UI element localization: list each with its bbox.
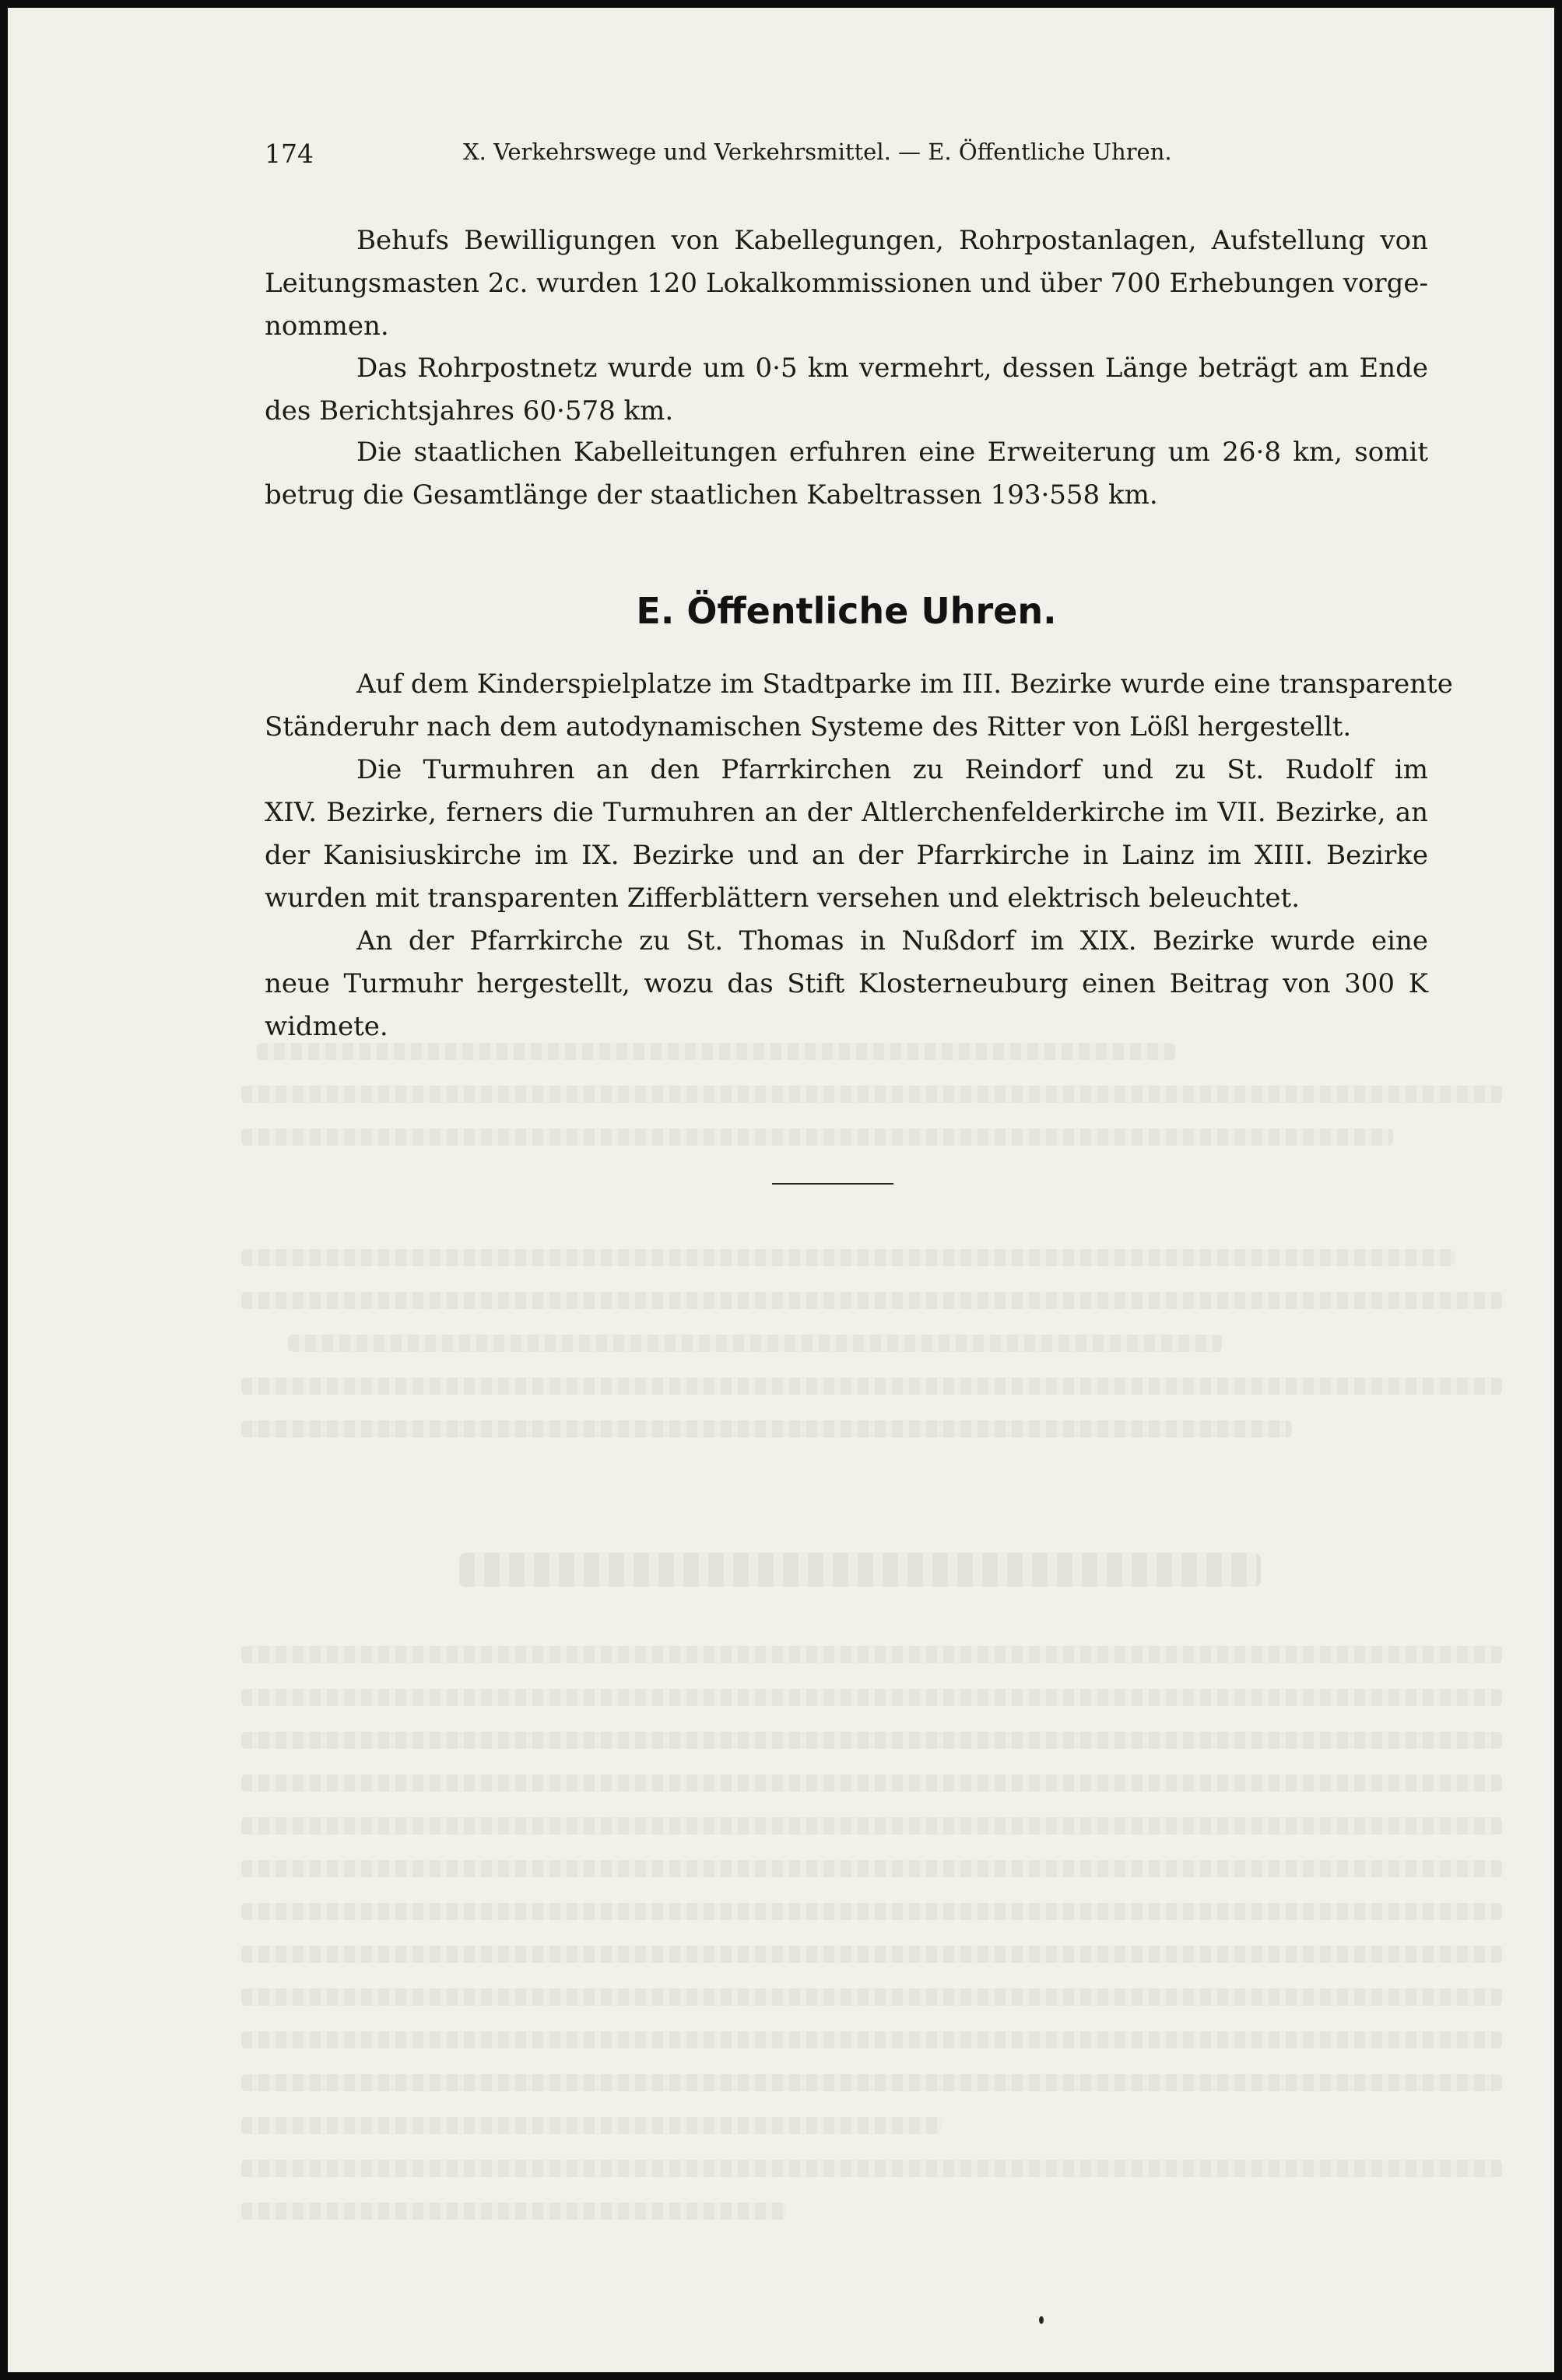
text-line: An der Pfarrkirche zu St. Thomas in Nußdorf im XIX. Bezirke wurde eine — [356, 925, 1428, 957]
text-line: widmete. — [265, 1011, 388, 1042]
text-line: des Berichtsjahres 60·578 km. — [265, 395, 674, 427]
ink-speck — [1039, 2316, 1044, 2324]
paragraph — [265, 431, 1428, 517]
section-heading: E. Öffentliche Uhren. — [636, 590, 1057, 632]
paragraph — [265, 920, 1428, 1048]
running-head: X. Verkehrswege und Verkehrsmittel. — E. Öffentliche Uhren. — [463, 139, 1172, 165]
paragraph — [265, 219, 1428, 348]
bleed-through-title — [459, 1553, 1261, 1587]
text-line: Leitungsmasten 2c. wurden 120 Lokalkommissionen und über 700 Erhebungen vorge- — [265, 268, 1428, 299]
text-line: Das Rohrpostnetz wurde um 0·5 km vermehrt, dessen Länge beträgt am Ende — [356, 353, 1428, 384]
text-line: Ständeruhr nach dem autodynamischen Systeme des Ritter von Lößl hergestellt. — [265, 711, 1352, 742]
text-line: neue Turmuhr hergestellt, wozu das Stift Klosterneuburg einen Beitrag von 300 K — [265, 968, 1428, 999]
book-page — [8, 8, 1554, 2372]
text-line: nommen. — [265, 311, 389, 342]
section-separator-rule — [772, 1183, 893, 1185]
paragraph — [265, 347, 1428, 433]
text-line: Behufs Bewilligungen von Kabellegungen, Rohrpostanlagen, Aufstellung von — [356, 225, 1428, 256]
text-line: der Kanisiuskirche im IX. Bezirke und an der Pfarrkirche in Lainz im XIII. Bezirke — [265, 840, 1428, 871]
text-line: XIV. Bezirke, ferners die Turmuhren an der Altlerchenfelderkirche im VII. Bezirke, an — [265, 797, 1428, 828]
text-line: wurden mit transparenten Zifferblättern versehen und elektrisch beleuchtet. — [265, 883, 1300, 914]
page-header — [265, 132, 1308, 179]
text-line: Die Turmuhren an den Pfarrkirchen zu Reindorf und zu St. Rudolf im — [356, 754, 1428, 785]
page-number: 174 — [265, 139, 314, 169]
text-line: Die staatlichen Kabelleitungen erfuhren eine Erweiterung um 26·8 km, somit — [356, 437, 1428, 468]
text-line: betrug die Gesamtlänge der staatlichen Kabeltrassen 193·558 km. — [265, 479, 1158, 511]
paragraph — [265, 749, 1428, 920]
paragraph — [265, 663, 1453, 749]
text-line: Auf dem Kinderspielplatze im Stadtparke im III. Bezirke wurde eine transparente — [356, 669, 1453, 700]
